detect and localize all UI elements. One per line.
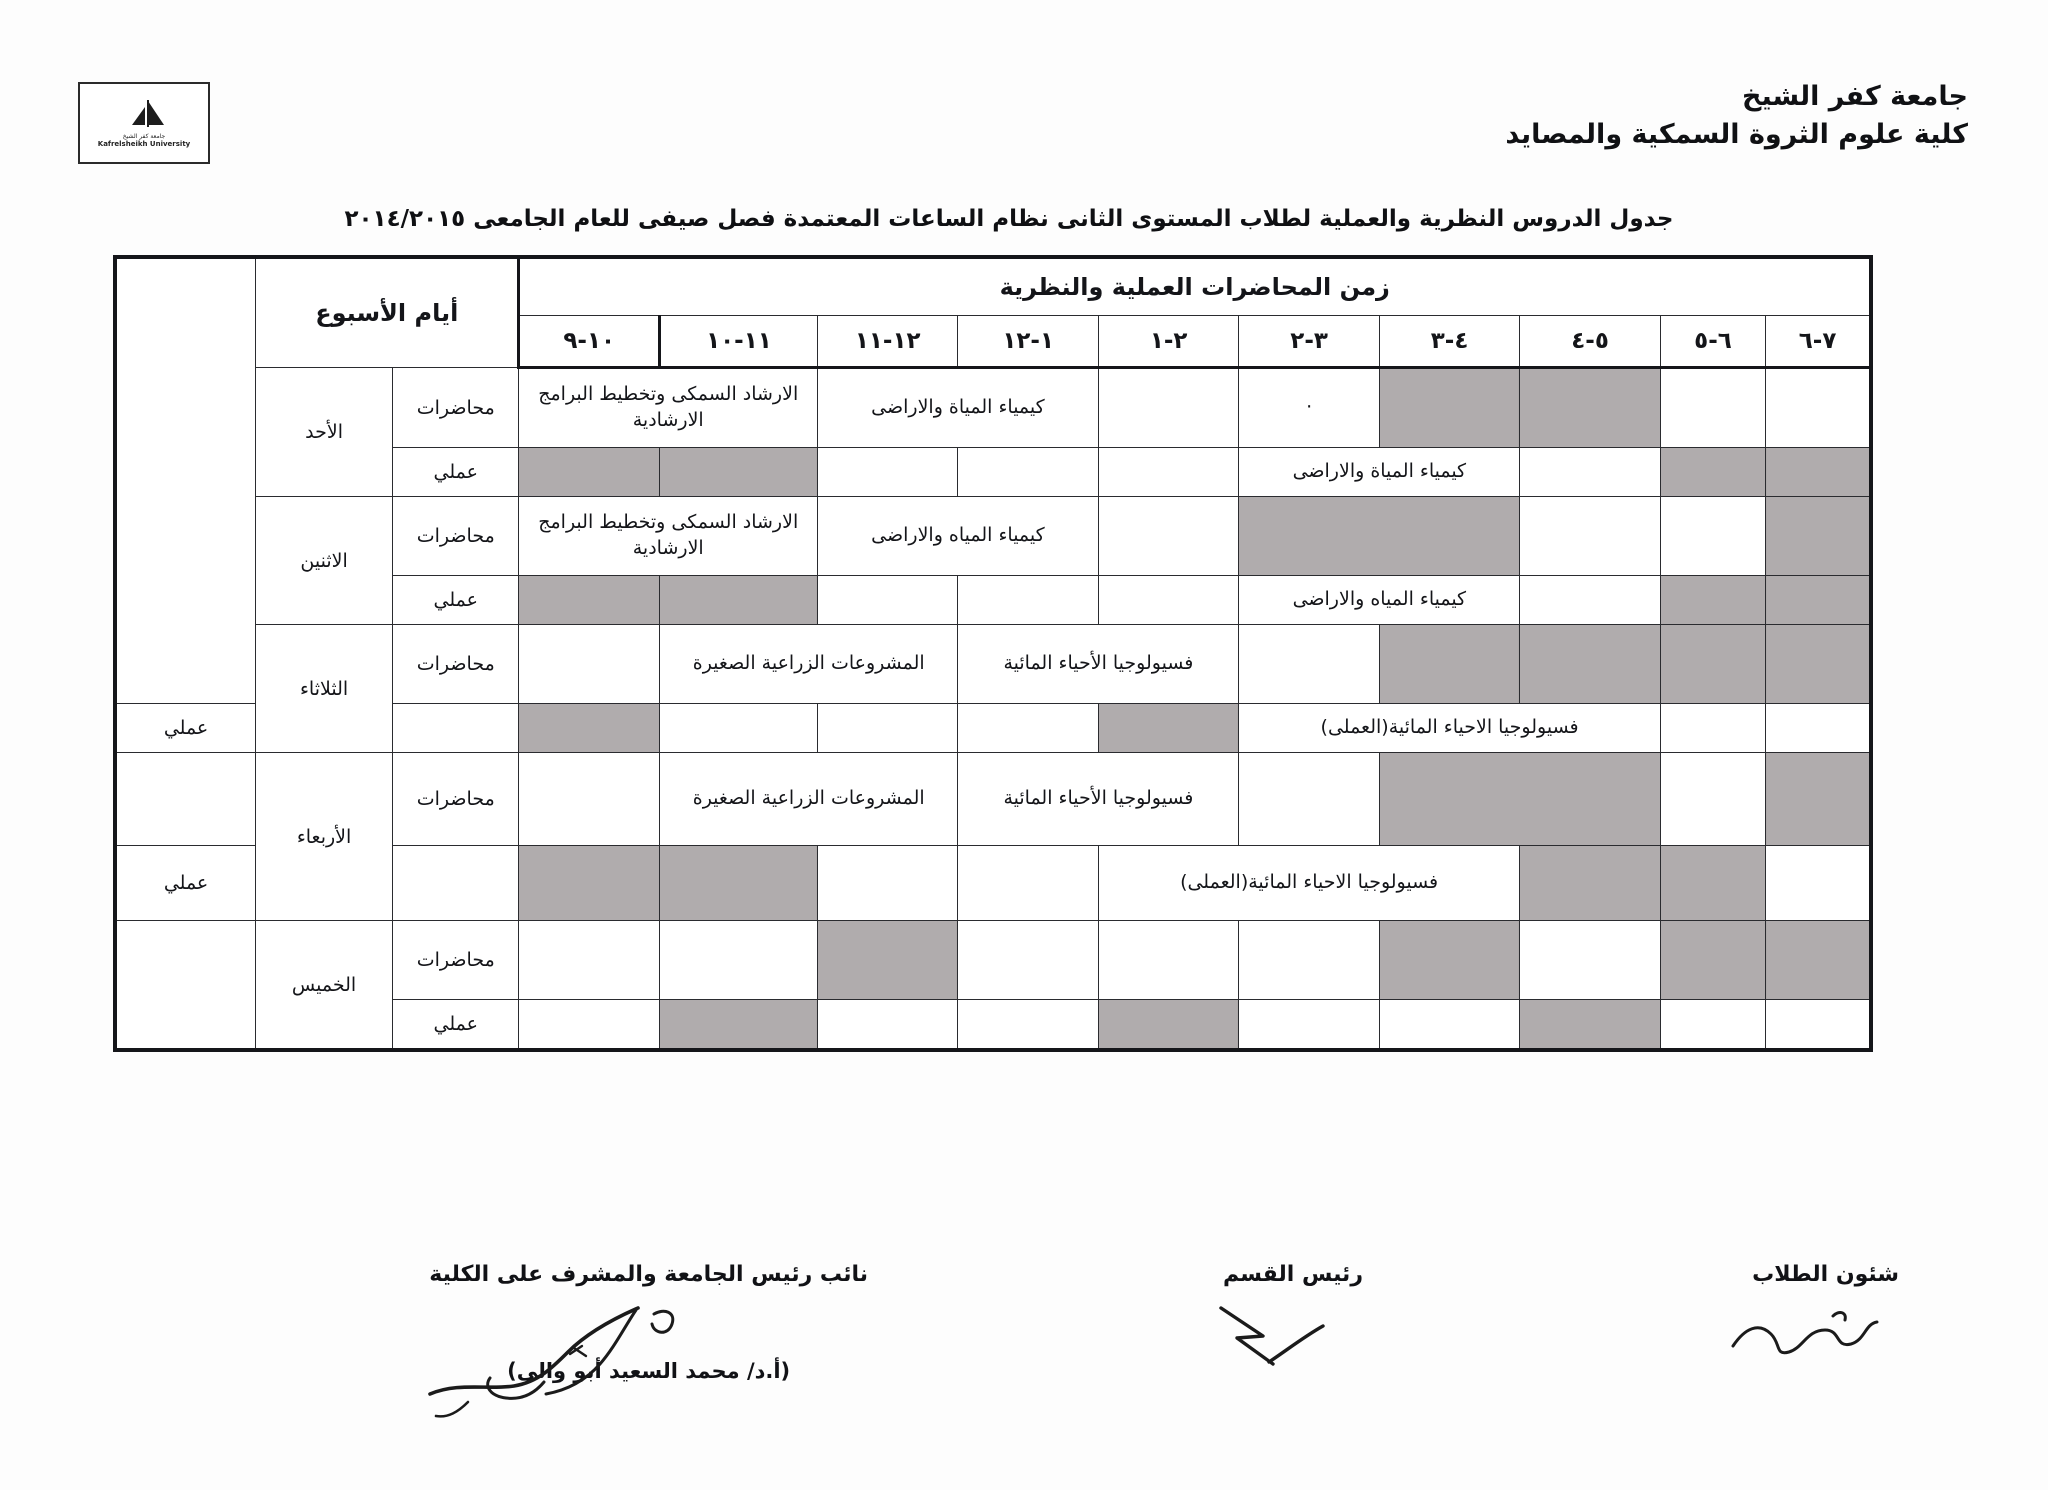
course-cell: كيمياء المياه والاراضى <box>1239 576 1520 625</box>
empty-cell <box>1660 1000 1765 1051</box>
empty-cell <box>1766 846 1871 921</box>
empty-cell <box>958 448 1098 497</box>
time-slot-header: ٦-٥ <box>1660 316 1765 368</box>
empty-cell <box>519 753 659 846</box>
table-row <box>115 625 1871 704</box>
time-slot-header: ١١-١٠ <box>659 316 817 368</box>
empty-cell <box>1520 846 1660 921</box>
empty-cell <box>817 576 957 625</box>
empty-cell <box>1766 921 1871 1000</box>
table-header-row-top <box>115 257 1871 316</box>
empty-cell <box>1660 576 1765 625</box>
time-slot-header: ٣-٢ <box>1239 316 1379 368</box>
student-affairs-signature <box>1715 1294 1905 1374</box>
empty-cell <box>817 846 957 921</box>
time-header-cell: زمن المحاضرات العملية والنظرية <box>519 257 1871 316</box>
empty-cell <box>1660 921 1765 1000</box>
sailboat-icon <box>118 99 170 133</box>
empty-cell <box>1520 921 1660 1000</box>
empty-cell <box>1239 753 1379 846</box>
empty-cell <box>1660 846 1765 921</box>
empty-cell <box>958 1000 1098 1051</box>
empty-cell <box>1239 625 1379 704</box>
course-cell: فسيولوجيا الاحياء المائية(العملى) <box>1239 704 1660 753</box>
empty-cell <box>1098 368 1238 448</box>
lecture-row-label: محاضرات <box>393 368 519 448</box>
empty-cell <box>1098 448 1238 497</box>
empty-cell <box>1766 625 1871 704</box>
empty-cell <box>659 846 817 921</box>
course-cell: فسيولوجيا الأحياء المائية <box>958 753 1239 846</box>
signature-student-affairs <box>1752 1262 1899 1287</box>
empty-cell <box>393 704 519 753</box>
time-slot-header: ٧-٦ <box>1766 316 1871 368</box>
empty-cell <box>1379 921 1519 1000</box>
university-logo <box>78 82 210 164</box>
empty-cell <box>519 448 659 497</box>
empty-cell <box>1660 625 1765 704</box>
empty-cell <box>519 846 659 921</box>
day-name-cell: الأربعاء <box>256 753 393 921</box>
department-head-label: رئيس القسم <box>1223 1262 1363 1287</box>
table-row <box>115 497 1871 576</box>
empty-cell <box>958 576 1098 625</box>
student-affairs-label: شئون الطلاب <box>1752 1262 1899 1287</box>
time-slot-header: ٤-٣ <box>1379 316 1519 368</box>
time-slot-header: ١-١٢ <box>958 316 1098 368</box>
empty-cell <box>817 704 957 753</box>
course-cell: كيمياء المياة والاراضى <box>817 368 1098 448</box>
vice-president-label: نائب رئيس الجامعة والمشرف على الكلية <box>429 1262 868 1287</box>
empty-cell <box>1379 1000 1519 1051</box>
empty-cell <box>1098 1000 1238 1051</box>
empty-cell <box>1239 497 1520 576</box>
empty-cell <box>1660 497 1765 576</box>
empty-cell <box>393 846 519 921</box>
empty-cell <box>1520 448 1660 497</box>
logo-caption-arabic: جامعة كفر الشيخ <box>122 132 166 140</box>
course-cell: الارشاد السمكى وتخطيط البرامج الارشادية <box>519 368 818 448</box>
empty-cell <box>1520 1000 1660 1051</box>
empty-cell <box>1766 576 1871 625</box>
lecture-row-label: محاضرات <box>393 497 519 576</box>
empty-cell <box>1379 625 1519 704</box>
course-cell: المشروعات الزراعية الصغيرة <box>659 625 958 704</box>
empty-cell <box>1379 753 1660 846</box>
empty-cell <box>1660 704 1765 753</box>
empty-cell <box>1098 497 1238 576</box>
table-row <box>115 753 1871 846</box>
course-cell: فسيولوجيا الاحياء المائية(العملى) <box>1098 846 1519 921</box>
empty-cell <box>958 846 1098 921</box>
day-name-cell: الخميس <box>256 921 393 1051</box>
empty-cell <box>659 921 817 1000</box>
empty-cell <box>958 921 1098 1000</box>
signature-department-head <box>1223 1262 1363 1287</box>
empty-cell <box>519 1000 659 1051</box>
empty-cell <box>817 448 957 497</box>
time-slot-header: ١٠-٩ <box>519 316 659 368</box>
course-cell: كيمياء المياه والاراضى <box>817 497 1098 576</box>
table-row <box>115 368 1871 448</box>
empty-cell <box>659 448 817 497</box>
faculty-name: كلية علوم الثروة السمكية والمصايد <box>1505 119 1968 151</box>
practical-row-label: عملي <box>115 704 256 753</box>
lecture-row-label: محاضرات <box>393 625 519 704</box>
course-cell: المشروعات الزراعية الصغيرة <box>659 753 958 846</box>
document-title: جدول الدروس النظرية والعملية لطلاب المستوى الثانى نظام الساعات المعتمدة فصل صيفى للعام الجامعى ٢٠١٤/٢٠١٥ <box>344 206 1674 232</box>
day-name-cell: الثلاثاء <box>256 625 393 753</box>
empty-cell <box>1766 497 1871 576</box>
empty-cell <box>519 704 659 753</box>
department-head-signature <box>1177 1292 1367 1382</box>
empty-cell <box>1520 368 1660 448</box>
lecture-row-label: محاضرات <box>393 753 519 846</box>
day-name-cell: الأحد <box>256 368 393 497</box>
course-cell: كيمياء المياة والاراضى <box>1239 448 1520 497</box>
course-cell: · <box>1239 368 1379 448</box>
empty-cell <box>659 1000 817 1051</box>
practical-row-label: عملي <box>393 448 519 497</box>
empty-cell <box>1520 497 1660 576</box>
logo-inner <box>98 99 190 148</box>
empty-cell <box>817 921 957 1000</box>
empty-cell <box>519 576 659 625</box>
empty-cell <box>1766 704 1871 753</box>
table-row <box>115 921 1871 1000</box>
empty-cell <box>1098 921 1238 1000</box>
empty-cell <box>1239 921 1379 1000</box>
empty-cell <box>1766 448 1871 497</box>
empty-cell <box>1766 753 1871 846</box>
practical-row-label: عملي <box>115 846 256 921</box>
days-header-cell: أيام الأسبوع <box>256 257 519 368</box>
empty-cell <box>519 921 659 1000</box>
time-slot-header: ١٢-١١ <box>817 316 957 368</box>
empty-cell <box>659 576 817 625</box>
lecture-row-label: محاضرات <box>393 921 519 1000</box>
course-cell: الارشاد السمكى وتخطيط البرامج الارشادية <box>519 497 818 576</box>
empty-cell <box>1098 704 1238 753</box>
signature-footer <box>113 1262 1903 1462</box>
empty-cell <box>1660 448 1765 497</box>
practical-row-label: عملي <box>393 1000 519 1051</box>
empty-cell <box>1239 1000 1379 1051</box>
vice-president-name: (أ.د/ محمد السعيد أبو والى) <box>507 1359 791 1383</box>
empty-cell <box>1520 625 1660 704</box>
time-slot-header: ٥-٤ <box>1520 316 1660 368</box>
empty-cell <box>1520 576 1660 625</box>
university-name: جامعة كفر الشيخ <box>1741 81 1968 112</box>
empty-cell <box>1660 753 1765 846</box>
empty-cell <box>659 704 817 753</box>
empty-cell <box>1098 576 1238 625</box>
signature-vice-president <box>429 1262 868 1383</box>
schedule-table-container <box>113 255 1873 1052</box>
time-slot-header: ٢-١ <box>1098 316 1238 368</box>
empty-cell <box>1379 368 1519 448</box>
empty-cell <box>817 1000 957 1051</box>
day-name-cell: الاثنين <box>256 497 393 625</box>
empty-cell <box>1766 1000 1871 1051</box>
empty-cell <box>1660 368 1765 448</box>
empty-cell <box>1766 368 1871 448</box>
schedule-table <box>113 255 1873 1052</box>
course-cell: فسيولوجيا الأحياء المائية <box>958 625 1239 704</box>
empty-cell <box>519 625 659 704</box>
institution-header <box>1505 78 1968 155</box>
logo-caption-english: Kafrelsheikh University <box>97 139 191 148</box>
empty-cell <box>958 704 1098 753</box>
practical-row-label: عملي <box>393 576 519 625</box>
